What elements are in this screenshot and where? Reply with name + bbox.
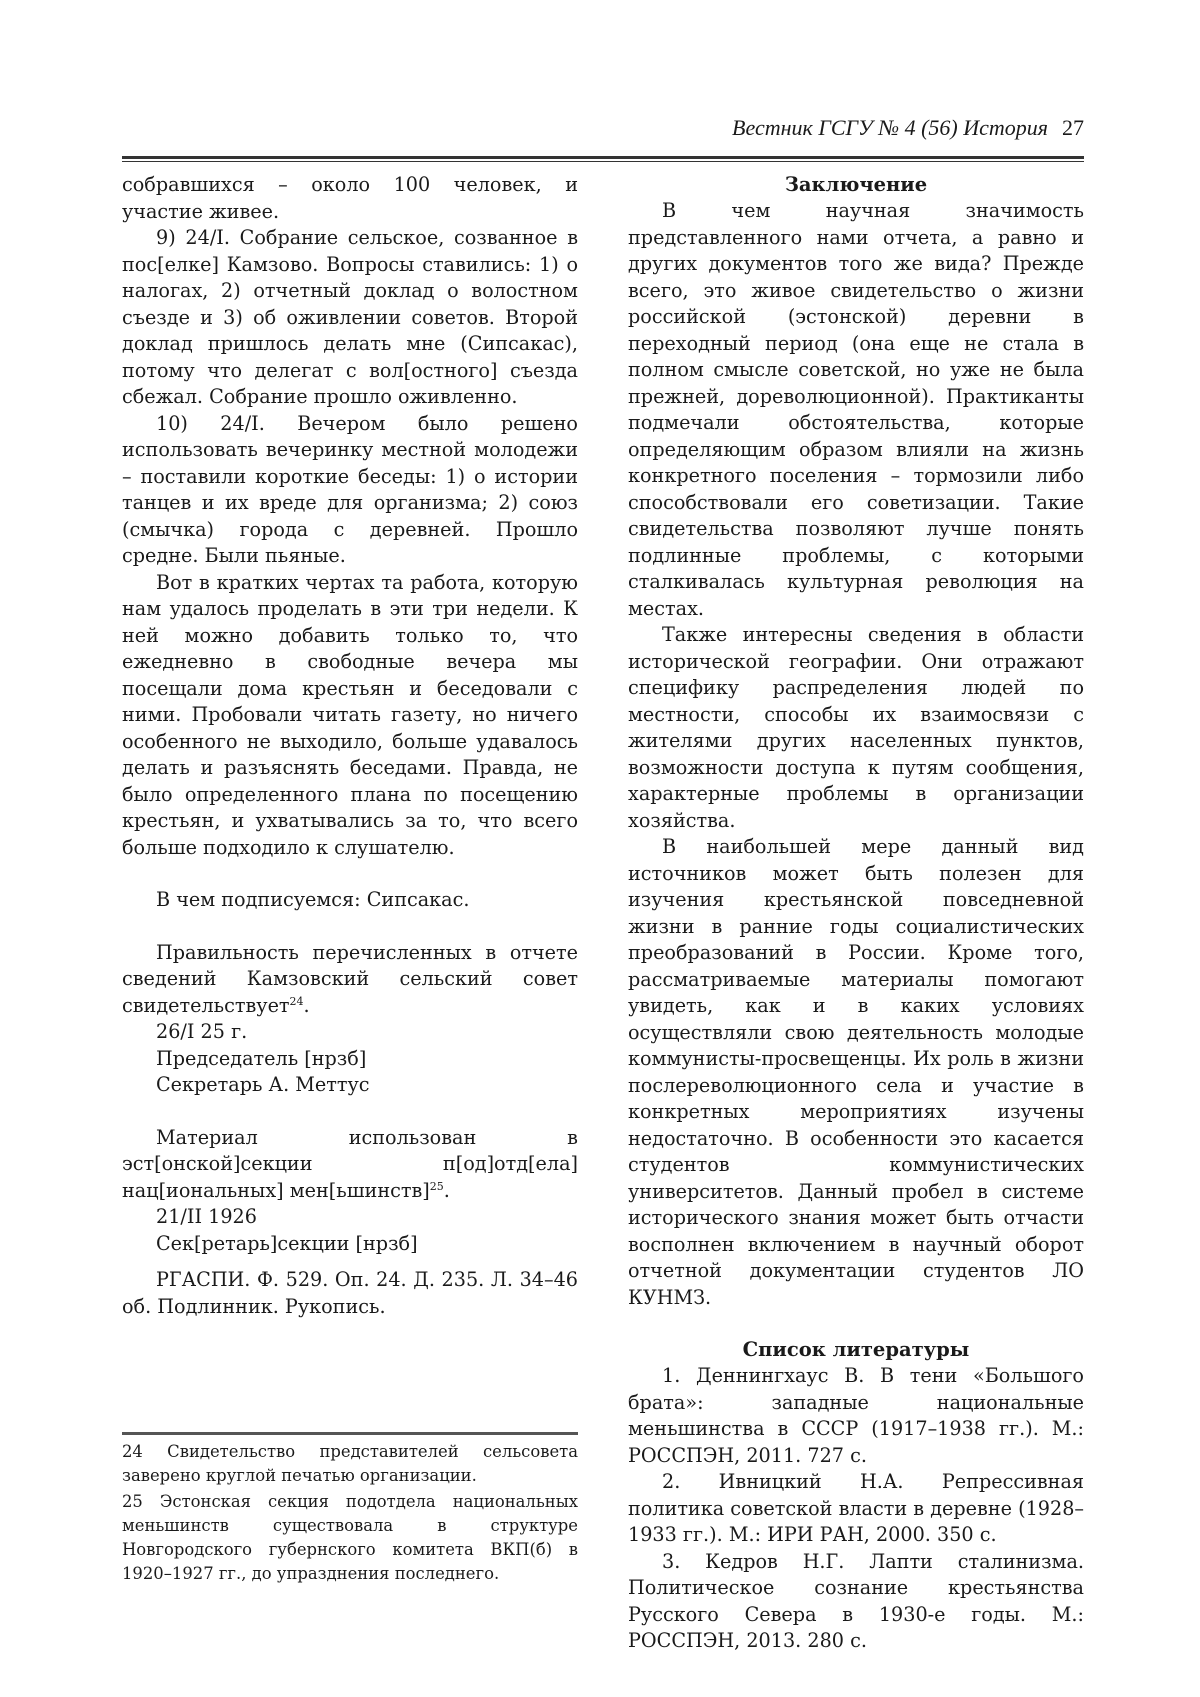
archive-citation: РГАСПИ. Ф. 529. Оп. 24. Д. 235. Л. 34–46 об. Подлинник. Рукопись.	[122, 1268, 578, 1318]
footnote-24: 24 Свидетельство представителей сельсовета заверено круглой печатью организации.	[122, 1442, 578, 1485]
paragraph: собравшихся – около 100 человек, и участие живее.	[122, 173, 578, 223]
footnote-ref-25: 25	[429, 1179, 444, 1193]
signature-line: В чем подписуемся: Сипсакас.	[156, 888, 470, 911]
footnotes	[122, 1440, 578, 1588]
paragraph: Вот в кратких чертах та работа, которую нам удалось проделать в эти три недели. К ней можно добавить только то, что ежедневно в свободные вечера мы посещали дома крестьян и беседовали с ними. Пробовали читать газету, но ничего особенного не выходило, больше удавалось делать и разъяснять беседами. Правда, не было определенного плана по посещению крестьян, и ухватывались за то, что всего больше подходило к слушателю.	[122, 570, 578, 859]
chair-line: Председатель [нрзб]	[156, 1046, 367, 1070]
footnote-ref-24: 24	[289, 994, 304, 1008]
paragraph: Материал использован в эст[онской]секции п[од]отд[ела] нац[иональных] мен[ьшинств]$^{25}$.	[122, 1125, 578, 1202]
certification-text: Правильность перечисленных в отчете сведений Камзовский сельский совет свидетельствует	[122, 940, 578, 1017]
secretary-line: Секретарь А. Меттус	[156, 1073, 370, 1096]
date-line: 21/II 1926	[156, 1205, 257, 1228]
paragraph: Правильность перечисленных в отчете сведений Камзовский сельский совет свидетельствует$^{24}$.	[122, 940, 578, 1017]
material-note: Материал использован в эст[онской]секции п[од]отд[ела] нац[иональных] мен[ьшинств]	[122, 1125, 578, 1202]
bibliography-heading: Список литературы	[742, 1338, 970, 1361]
bibliography-item: 2. Ивницкий Н.А. Репрессивная политика советской власти в деревне (1928–1933 гг.). М.: ИРИ РАН, 2000. 350 с.	[628, 1470, 1084, 1546]
bibliography-item: 3. Кедров Н.Г. Лапти сталинизма. Политическое сознание крестьянства Русского Севера в 1930-е годы. М.: РОССПЭН, 2013. 280 с.	[628, 1549, 1084, 1652]
page-number: 27	[1062, 115, 1084, 140]
paragraph: В наибольшей мере данный вид источников может быть полезен для изучения крестьянской повседневной жизни в ранние годы социалистических преобразований в России. Кроме того, рассматриваемые материалы помогают увидеть, как и в каких условиях осуществляли свою деятельность молодые коммунисты-просвещенцы. Их роль в жизни послереволюционного села и участие в конкретных мероприятиях изучены недостаточно. В особенности это касается студентов коммунистических университетов. Данный пробел в системе исторического знания может быть отчасти восполнен включением в научный оборот отчетной документации студентов ЛО КУНМЗ.	[628, 835, 1084, 1309]
journal-title: Вестник ГСГУ № 4 (56) История	[732, 115, 1048, 140]
paragraph: 10) 24/I. Вечером было решено использовать вечеринку местной молодежи – поставили короткие беседы: 1) о истории танцев и их вреде для организма; 2) союз (смычка) города с деревней. Прошло средне. Были пьяные.	[122, 411, 578, 567]
footnote-25: 25 Эстонская секция подотдела национальных меньшинств существовала в структуре Новгородского губернского комитета ВКП(б) в 1920–1927 гг., до упразднения последнего.	[122, 1492, 578, 1583]
bibliography-item: 1. Деннингхаус В. В тени «Большого брата»: западные национальные меньшинства в СССР (1917–1938 гг.). М.: РОССПЭН, 2011. 727 с.	[628, 1364, 1084, 1467]
conclusion-heading: Заключение	[784, 173, 928, 196]
left-column	[122, 172, 578, 1320]
bibliography-list	[628, 1363, 1084, 1655]
date-line: 26/I 25 г.	[156, 1020, 248, 1043]
paragraph: В чем научная значимость представленного нами отчета, а равно и других документов того же вида? Прежде всего, это живое свидетельство о жизни российской (эстонской) деревни в переходный период (она еще не стала в полном смысле советской, но уже не была прежней, дореволюционной). Практиканты подмечали обстоятельства, которые определяющим образом влияли на жизнь конкретного поселения – тормозили либо способствовали его советизации. Такие свидетельства позволяют лучше понять подлинные проблемы, с которыми сталкивалась культурная революция на местах.	[628, 199, 1084, 620]
paragraph: 9) 24/I. Собрание сельское, созванное в пос[елке] Камзово. Вопросы ставились: 1) о налогах, 2) отчетный доклад о волостном съезде и 3) об оживлении советов. Второй доклад пришлось делать мне (Сипсакас), потому что делегат с вол[остного] съезда сбежал. Собрание прошло оживленно.	[122, 226, 578, 408]
running-header	[122, 108, 1084, 148]
paragraph: Также интересны сведения в области исторической географии. Они отражают специфику распределения людей по местности, способы их взаимосвязи с жителями других населенных пунктов, возможности доступа к путям сообщения, характерные проблемы в организации хозяйства.	[628, 623, 1084, 832]
header-rule	[122, 156, 1084, 162]
footnote-rule	[122, 1432, 578, 1435]
section-secretary-line: Сек[ретарь]секции [нрзб]	[156, 1231, 418, 1255]
right-column	[628, 172, 1084, 1655]
